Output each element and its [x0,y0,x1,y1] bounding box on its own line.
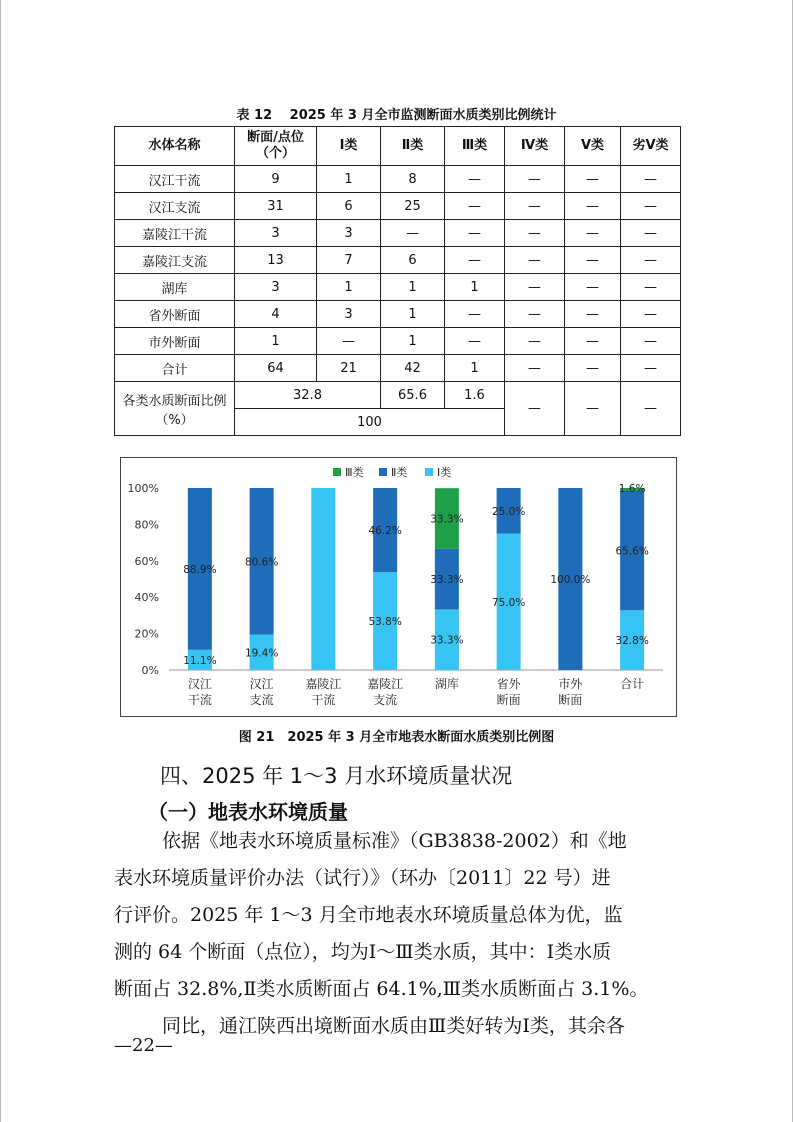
table-cell: — [621,220,681,247]
data-label: 32.8% [615,635,649,648]
category-label: 湖库 [434,677,459,691]
category-label: 嘉陵江 [305,677,342,691]
table-cell: — [505,328,565,355]
y-tick-label: 0% [141,664,159,677]
table-cell: 3 [317,301,381,328]
table-cell: — [445,328,505,355]
page-left-edge [0,0,1,1122]
table-cell: 1 [381,274,445,301]
table-cell: — [381,220,445,247]
water-body-name-cell: 省外断面 [115,301,235,328]
data-label: 25.0% [491,505,526,518]
table-cell: 1 [235,328,317,355]
paragraph-line: 测的 64 个断面（点位），均为Ⅰ～Ⅲ类水质，其中：Ⅰ类水质 [114,941,612,963]
data-label: 33.3% [430,634,464,647]
table-cell: — [565,301,621,328]
table-cell: 4 [235,301,317,328]
table-cell: — [565,220,621,247]
table-cell: — [565,355,621,382]
legend-label: Ⅱ类 [391,466,408,479]
data-label: 65.6% [615,545,649,558]
data-label: 80.6% [244,556,279,569]
category-label: 支流 [373,693,398,707]
table-cell: 13 [235,247,317,274]
category-label: 汉江 [249,677,274,691]
table-cell: 8 [381,166,445,193]
table-cell: 1 [445,355,505,382]
section-subtitle: （一）地表水环境质量 [148,800,348,824]
legend-swatch [425,468,433,476]
ratio-label-cell: 各类水质断面比例（%） [115,382,235,436]
ratio-total-cell: 100 [235,409,505,436]
water-body-name-cell: 嘉陵江干流 [115,220,235,247]
table-row [115,301,681,328]
table-cell: — [621,247,681,274]
category-label: 嘉陵江 [367,677,404,691]
y-tick-label: 80% [134,518,159,532]
water-body-name-cell: 汉江支流 [115,193,235,220]
table-cell: 25 [381,193,445,220]
table-cell: 42 [381,355,445,382]
table-row [115,220,681,247]
data-label: 33.3% [430,513,464,526]
header-cell: Ⅲ类 [445,127,505,166]
table-cell: — [505,193,565,220]
table-cell: — [621,301,681,328]
table-cell: 31 [235,193,317,220]
y-tick-label: 60% [134,554,159,568]
y-tick-label: 100% [127,482,159,495]
table-cell: 9 [235,166,317,193]
header-cell: Ⅳ类 [505,127,565,166]
ratio-row-values [115,382,681,409]
data-label: 88.9% [183,563,217,576]
header-cell: 劣Ⅴ类 [621,127,681,166]
ratio-class5-cell: — [565,382,621,436]
table-cell: — [505,220,565,247]
header-cell: 断面/点位（个） [235,127,317,166]
table-cell: — [445,220,505,247]
section-title: 四、2025 年 1～3 月水环境质量状况 [160,764,513,788]
table-row [115,247,681,274]
paragraph-line: 依据《地表水环境质量标准》（GB3838-2002）和《地 [162,830,627,852]
table-row [115,193,681,220]
legend-label: Ⅰ类 [437,466,452,479]
figure-caption: 图 21 2025 年 3 月全市地表水断面水质类别比例图 [238,730,555,745]
table-cell: 6 [317,193,381,220]
data-label: 75.0% [491,596,526,609]
header-cell: Ⅱ类 [381,127,445,166]
table-cell: — [621,355,681,382]
table-cell: 3 [235,274,317,301]
stacked-bar-chart [120,457,677,717]
table-cell: — [445,166,505,193]
ratio-class4-cell: — [505,382,565,436]
table-cell: — [505,274,565,301]
table-row [115,166,681,193]
table-row [115,328,681,355]
table-cell: 7 [317,247,381,274]
table-cell: — [445,247,505,274]
table-cell: — [565,274,621,301]
legend-swatch [333,468,341,476]
table-cell: — [505,247,565,274]
y-tick-label: 40% [134,591,159,605]
category-label: 支流 [249,693,274,707]
legend-label: Ⅲ类 [345,466,364,479]
table-cell: 1 [317,166,381,193]
table-cell: — [565,166,621,193]
table-cell: — [445,193,505,220]
data-label: 1.6% [618,483,646,495]
table-cell: — [317,328,381,355]
header-cell: Ⅰ类 [317,127,381,166]
table-cell: 1 [381,328,445,355]
paragraph-line: 同比，通江陕西出境断面水质由Ⅲ类好转为Ⅰ类，其余各 [162,1015,625,1037]
water-body-name-cell: 嘉陵江支流 [115,247,235,274]
table-cell: — [621,274,681,301]
water-body-name-cell: 市外断面 [115,328,235,355]
water-body-name-cell: 合计 [115,355,235,382]
table-cell: — [565,193,621,220]
category-label: 市外 [558,677,583,691]
data-label: 46.2% [368,525,402,538]
table-cell: — [505,166,565,193]
data-label: 53.8% [368,616,402,629]
legend-swatch [379,468,387,476]
paragraph-line: 行评价。2025 年 1～3 月全市地表水环境质量总体为优，监 [114,904,623,926]
paragraph-line: 断面占 32.8%,Ⅱ类水质断面占 64.1%,Ⅲ类水质断面占 3.1%。 [114,978,649,1000]
bar-segment [311,488,335,670]
category-label: 断面 [496,693,521,707]
table-cell: 1 [381,301,445,328]
paragraph-line: 表水环境质量评价办法（试行）》（环办〔2011〕22 号）进 [114,867,611,889]
table-cell: — [621,193,681,220]
table-cell: — [621,166,681,193]
water-body-name-cell: 汉江干流 [115,166,235,193]
header-cell: 水体名称 [115,127,235,166]
y-tick-label: 20% [134,627,159,641]
table-cell: 1 [445,274,505,301]
header-cell: Ⅴ类 [565,127,621,166]
category-label: 省外 [496,677,521,691]
table-cell: — [565,247,621,274]
table-cell: — [505,355,565,382]
table-cell: 3 [235,220,317,247]
table-cell: 64 [235,355,317,382]
table-cell: 21 [317,355,381,382]
data-label: 19.4% [244,647,279,660]
table-cell: — [565,328,621,355]
table-cell: — [621,328,681,355]
table-cell: 6 [381,247,445,274]
data-label: 100.0% [550,574,591,586]
table-cell: 3 [317,220,381,247]
data-label: 33.3% [430,574,464,587]
table-header-row [115,127,681,166]
water-quality-table [114,126,681,436]
table-row [115,274,681,301]
table-cell: — [445,301,505,328]
chart-svg [121,458,676,716]
page-number: —22— [114,1035,173,1056]
ratio-class1-cell: 32.8 [235,382,381,409]
ratio-class3-cell: 1.6 [445,382,505,409]
table-cell: 1 [317,274,381,301]
category-label: 汉江 [187,677,212,691]
category-label: 合计 [620,677,645,691]
ratio-class2-cell: 65.6 [381,382,445,409]
category-label: 干流 [311,693,336,707]
data-label: 11.1% [183,654,217,667]
ratio-worse5-cell: — [621,382,681,436]
table-caption: 表 12 2025 年 3 月全市监测断面水质类别比例统计 [236,108,557,123]
category-label: 断面 [558,693,583,707]
water-body-name-cell: 湖库 [115,274,235,301]
table-row [115,355,681,382]
category-label: 干流 [187,693,212,707]
table-cell: — [505,301,565,328]
